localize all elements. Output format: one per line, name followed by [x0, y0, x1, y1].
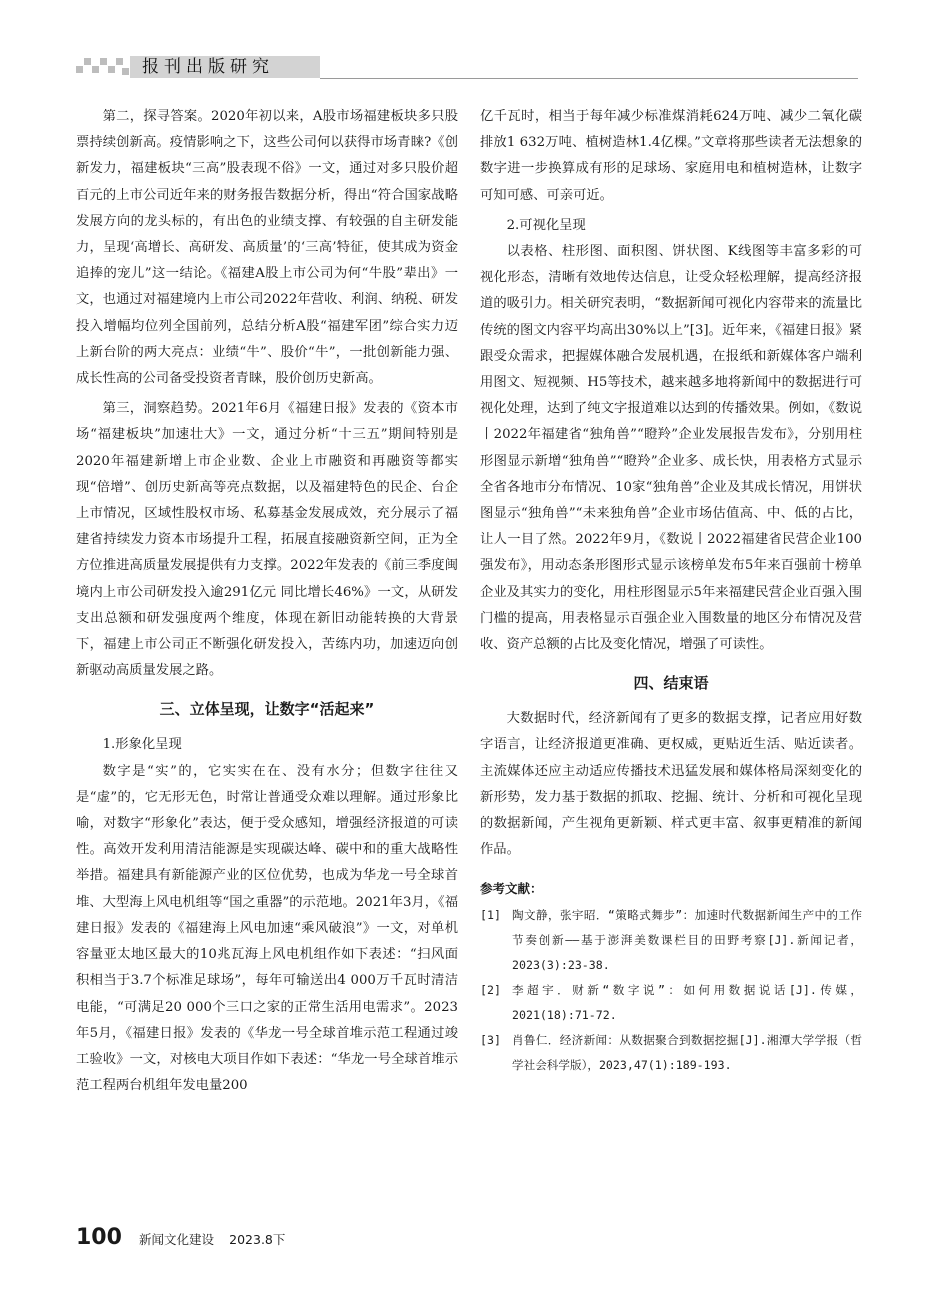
paragraph: 亿千瓦时，相当于每年减少标准煤消耗624万吨、减少二氧化碳排放1 632万吨、植树造林1.4亿棵。”文章将那些读者无法想象的数字进一步换算成有形的足球场、家庭用电和植树造林，让数字可知可感、可亲可近。 — [480, 109, 862, 203]
paragraph: 第二，探寻答案。2020年初以来，A股市场福建板块多只股票持续创新高。疫情影响之下，这些公司何以获得市场青睐?《创新发力，福建板块“三高”股表现不俗》一文，通过对多只股价超百元的上市公司近年来的财务报告数据分析，得出“符合国家战略发展方向的龙头标的，有出色的业绩支撑、有较强的自主研发能力，呈现‘高增长、高研发、高质量’的‘三高’特征，使其成为资金追捧的宠儿”这一结论。《福建A股上市公司为何“牛股”辈出》一文，也通过对福建境内上市公司2022年营收、利润、纳税、研发投入增幅均位列全国前列，总结分析A股“福建军团”综合实力迈上新台阶的两大亮点：业绩“牛”、股价“牛”，一批创新能力强、成长性高的公司备受投资者青睐，股价创历史新高。 — [76, 109, 458, 387]
paragraph: 第三，洞察趋势。2021年6月《福建日报》发表的《资本市场“福建板块”加速壮大》一文，通过分析“十三五”期间特别是2020年福建新增上市企业数、企业上市融资和再融资等都实现“倍增”、创历史新高等亮点数据，以及福建特色的民企、台企上市情况，区域性股权市场、私募基金发展成效，充分展示了福建省持续发力资本市场提升工程，拓展直接融资新空间，正为全方位推进高质量发展提供有力支撑。2022年发表的《前三季度闽境内上市公司研发投入逾291亿元 同比增长46%》一文，从研发支出总额和研发强度两个维度，体现在新旧动能转换的大背景下，福建上市公司正不断强化研发投入，苦练内功，加速迈向创新驱动高质量发展之路。 — [76, 401, 458, 679]
page-header — [76, 54, 858, 82]
subsection-heading: 1.形象化呈现 — [102, 737, 182, 753]
issue-label: 2023.8下 — [229, 1232, 286, 1247]
reference-number: [2] — [480, 983, 501, 998]
right-column — [480, 104, 862, 1078]
reference-number: [1] — [480, 908, 501, 923]
reference-item — [480, 978, 862, 1028]
reference-text: 李超宇．财新“数字说”：如何用数据说话[J].传媒，2021(18):71-72. — [512, 983, 862, 1023]
references-title: 参考文献： — [480, 881, 543, 897]
header-rule — [320, 78, 858, 79]
page-number: 100 — [76, 1225, 122, 1250]
paragraph: 数字是“实”的，它实实在在、没有水分；但数字往往又是“虚”的，它无形无色，时常让普通受众难以理解。通过形象比喻，对数字“形象化”表达，便于受众感知，增强经济报道的可读性。高效开发利用清洁能源是实现碳达峰、碳中和的重大战略性举措。福建具有新能源产业的区位优势，也成为华龙一号全球首堆、大型海上风电机组等“国之重器”的示范地。2021年3月，《福建日报》发表的《福建海上风电加速“乘风破浪”》一文，对单机容量亚太地区最大的10兆瓦海上风电机组作如下表述：“扫风面积相当于3.7个标准足球场”，每年可输送出4 000万千瓦时清洁电能，“可满足20 000个三口之家的正常生活用电需求”。2023年5月，《福建日报》发表的《华龙一号全球首堆示范工程通过竣工验收》一文，对核电大项目作如下表述：“华龙一号全球首堆示范工程两台机组年发电量200 — [76, 763, 458, 1094]
section-heading: 三、立体呈现，让数字“活起来” — [159, 700, 375, 719]
journal-name: 新闻文化建设 — [139, 1232, 215, 1247]
reference-number: [3] — [480, 1033, 501, 1048]
reference-text: 肖鲁仁．经济新闻：从数据聚合到数据挖掘[J].湘潭大学学报（哲学社会科学版），2023,47(1):189-193. — [512, 1033, 862, 1073]
section-heading: 四、结束语 — [633, 674, 709, 693]
paragraph: 以表格、柱形图、面积图、饼状图、K线图等丰富多彩的可视化形态，清晰有效地传达信息，让受众轻松理解，提高经济报道的吸引力。相关研究表明，“数据新闻可视化内容带来的流量比传统的图文内容平均高出30%以上”[3]。近年来，《福建日报》紧跟受众需求，把握媒体融合发展机遇，在报纸和新媒体客户端利用图文、短视频、H5等技术，越来越多地将新闻中的数据进行可视化处理，达到了纯文字报道难以达到的传播效果。例如，《数说丨2022年福建省“独角兽”“瞪羚”企业发展报告发布》，分别用柱形图显示新增“独角兽”“瞪羚”企业多、成长快，用表格方式显示全省各地市分布情况、10家“独角兽”企业及其成长情况，用饼状图显示“独角兽”“未来独角兽”企业市场估值高、中、低的占比，让人一目了然。2022年9月，《数说丨2022福建省民营企业100强发布》，用动态条形图形式显示该榜单发布5年来百强前十榜单企业及其实力的变化，用柱形图显示5年来福建民营企业百强入围门槛的提高，用表格显示百强企业入围数量的地区分布情况及营收、资产总额的占比及变化情况，增强了可读性。 — [480, 244, 862, 653]
paragraph: 大数据时代，经济新闻有了更多的数据支撑，记者应用好数字语言，让经济报道更准确、更权威，更贴近生活、贴近读者。主流媒体还应主动适应传播技术迅猛发展和媒体格局深刻变化的新形势，发力基于数据的抓取、挖掘、统计、分析和可视化呈现的数据新闻，产生视角更新颖、样式更丰富、叙事更精准的新闻作品。 — [480, 711, 862, 858]
reference-item — [480, 1028, 862, 1078]
decorative-squares — [76, 54, 136, 78]
reference-item — [480, 903, 862, 978]
left-column — [76, 104, 458, 1103]
page-footer — [76, 1225, 285, 1250]
reference-text: 陶文静，张宇昭．“策略式舞步”：加速时代数据新闻生产中的工作节奏创新——基于澎湃美数课栏目的田野考察[J].新闻记者，2023(3):23-38. — [512, 908, 862, 973]
subsection-heading: 2.可视化呈现 — [506, 217, 586, 233]
journal-section-title: 报刊出版研究 — [142, 57, 274, 77]
